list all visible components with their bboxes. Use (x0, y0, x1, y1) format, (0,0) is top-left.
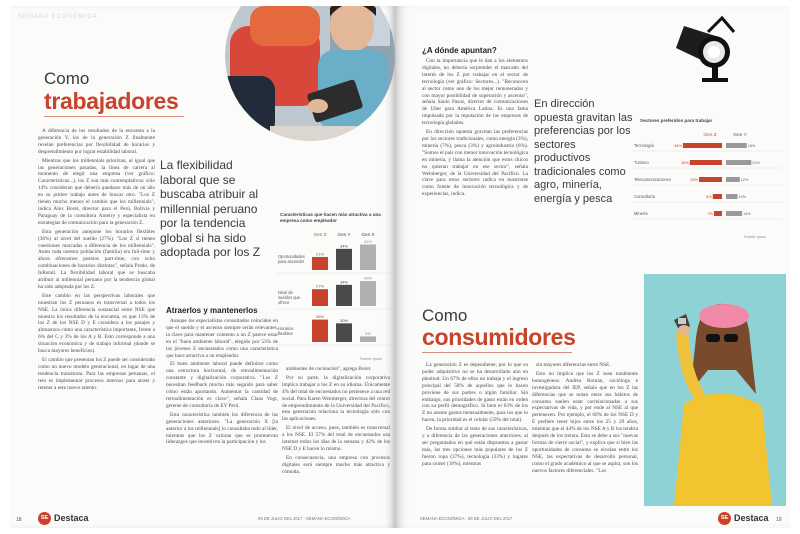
category-label: para ascender (278, 259, 305, 264)
paragraph: Mientras que los millennials priorizan, al igual que las generaciones pasadas, la línea de carrera al momento de elegir una empresa (ver gráfico: Características...), los Z son más contemplativos: sólo 14% consideran que debería quedarse más de un año en su primer trabajo antes de buscar otro. "Los Z tienen mucho menos el cambio que los millennials", indica Alex Boret, director para el Perú, Bolivia y Paraguay de la consultora Amerry y especialista en estrategias de comunicación para la generación Z. (38, 157, 155, 226)
intro-column (38, 128, 155, 508)
bar (726, 194, 738, 199)
young-woman-photo (644, 274, 786, 506)
paragraph: En dirección opuesta gravitan las preferencias por los sectores tradicionales, como energía (3%), minería (7%), pesca (3%) y agroindustria (6%). "Somos el país con menor innovación tecnológica en minería, y llama la atención que estos chicos no quieran trabajar en ese sector", señala Weinberger, de la Universidad del Pacífico. La clave para estos sectores radica en mostrarse como fuente de innovación tecnológica y de experiencias, indica. (422, 129, 528, 198)
paragraph: Con la importancia que le dan a los elementos digitales, no debería sorprender el marcado del interés de los Z por trabajar en el sector de tecnología (ver gráfico: Sectores...). "Reconocen al sector como uno de los mejor remunerados y con mayor posibilidad de superación y ascenso", señala Saulo Pasos, director de comunicaciones de Uber para América Latina. Es una fama impulsada por la reputación de las empresas de tecnología globales. (422, 58, 528, 127)
subhead-apuntan: ¿A dónde apuntan? (422, 46, 497, 55)
data-label: 27% (315, 283, 325, 289)
middle-column (166, 318, 278, 508)
category-label: Consultoría (634, 194, 655, 199)
ghost-header: SEMANA ECONÓMICA (18, 14, 98, 20)
bar (713, 194, 722, 199)
category-label: Minería (634, 211, 648, 216)
data-label: 28% (681, 161, 689, 165)
bar (312, 257, 328, 270)
bar (726, 160, 751, 165)
bar (726, 211, 742, 216)
section-heading-small: Como (44, 69, 90, 88)
footer-date: 09 DE JULIO DEL 2017 · SEMANA ECONÓMICA (258, 516, 351, 521)
data-label: 41% (363, 238, 373, 244)
pull-quote: La flexibilidad laboral que se buscaba atribuir al millennial peruano por la tendencia global si ha sido adoptada por los Z (160, 158, 261, 259)
bar (312, 289, 328, 306)
bar (714, 211, 722, 216)
legend-label: Gen Z (703, 133, 717, 138)
consumer-column-2 (532, 362, 638, 508)
paragraph: El nivel de acceso, pues, también es transversal a los NSE. El 57% del total de encuestados usa internet todos los días de la semana y 42% de los NSE D y E hacen lo mismo. (282, 425, 390, 452)
page-number: 19 (776, 517, 782, 523)
pull-quote: En dirección opuesta gravitan las preferencias por los sectores productivos tradicionales como agro, minería, energía y pesca (534, 98, 633, 205)
paragraph: Aunque los especialistas consultados coinciden en que el sueldo y el ascenso siempre serán relevantes, la clave para mantener contento a un Z parece estar en el "buen ambiente laboral", elegido por 53% de los jóvenes Z encuestados como una característica que hace atractiva a un empleador. (166, 318, 278, 359)
bar (726, 143, 747, 148)
right-page (396, 6, 790, 528)
category-label: Nivel de (278, 290, 293, 295)
paragraph: Esta característica también los diferencia de las generaciones anteriores. "La generación X [la anterior a los millennials] lo consultaba todo al líder, mientras que los Z valoran que se promuevan liderazgos que incentiven la participación y los (166, 411, 278, 446)
category-label: Horarios (278, 326, 294, 331)
bar (683, 143, 722, 148)
legend-label: Gen Y (733, 133, 747, 138)
data-label: 18% (747, 144, 756, 148)
data-label: 7% (707, 212, 713, 216)
left-page (10, 6, 396, 528)
legend-label: Gen X (361, 232, 375, 237)
bar (312, 320, 328, 342)
data-label: 22% (752, 161, 760, 165)
bar (336, 323, 352, 342)
data-label: 8% (706, 195, 712, 199)
bar (360, 244, 376, 270)
data-label: 21% (315, 251, 325, 257)
data-label: 34% (339, 279, 349, 285)
category-label: Turismo (634, 160, 649, 165)
bar (360, 281, 376, 306)
spotlight-illustration (664, 8, 744, 84)
legend-label: Gen Z (313, 232, 327, 237)
right-column (282, 366, 390, 508)
paragraph: Por su parte, la digitalización corporativa implica trabajar a los Z en su idioma. Únicamente 4% del total de encuestados no pertenece a una red social. Para Karen Weinberger, directora del centro de emprendimiento de la Universidad del Pacífico, esta generación relaciona la tecnología sólo con las aplicaciones. (282, 374, 390, 423)
data-label: 34% (339, 243, 349, 249)
paragraph: En consecuencia, una empresa con procesos digitales será siempre mucho más atractiva y cómoda. (282, 454, 390, 475)
paragraph: Esta generación antepone los horarios flexibles (36%) al nivel del sueldo (27%). "Los Z sí tienen cuestiones marcadas a diferencia de los millennials". Antes toda nuestra población (familia) era full-time y ahora ofrecemos puestos part-time, con ocho combinaciones de horarios distintas", señala Prado, de InRetail. La flexibilidad laboral que se buscaba atribuir al millennial peruano por la tendencia global ha sido adoptada por los Z. (38, 228, 155, 290)
paragraph: sin mayores diferencias entre NSE. (536, 362, 611, 368)
bar (360, 336, 376, 342)
data-label: 12% (740, 178, 749, 182)
category-label: ofrece (278, 300, 290, 305)
category-label: Tecnología (634, 143, 654, 148)
paragraph: A diferencia de los resultados de la encuesta a la generación Y, los de la generación Z finalmente revelan preferencias por flexibilidad de horarios y desprendimiento por lograr estabilidad laboral. (38, 128, 155, 155)
data-label: 36% (315, 314, 325, 320)
category-label: sueldos que (278, 295, 301, 300)
heading-divider (44, 116, 184, 117)
chart-title: Sectores preferidos para trabajar (640, 118, 713, 123)
data-label: 40% (363, 275, 373, 281)
category-label: Oportunidades (278, 254, 305, 259)
bar (726, 177, 740, 182)
page-number: 18 (16, 517, 22, 523)
chart-source: Fuente: Ipsos (744, 235, 766, 239)
section-label: Destaca (54, 513, 89, 523)
paragraph: ambientes de cocreación", agrega Boret. (286, 366, 372, 372)
sectors-chart (632, 128, 782, 238)
bar (336, 285, 352, 306)
footer-date: SEMANA ECONÓMICA · 09 DE JULIO DEL 2017 (420, 516, 513, 521)
subhead-atraerlos: Atraerlos y mantenerlos (166, 306, 258, 315)
paragraph: El buen ambiente laboral puede definirse como una estructura horizontal, de retroalimentación constante y digitalización corporativa. "Los Z necesitan feedback mucho más seguido para saber cómo están aportando. Aumentar la cantidad de retroalimentación es clave", señala Claus Vogt, gerente de consultoría de EY Perú. (166, 361, 278, 409)
paragraph: El cambio que presentan los Z puede ser considerado como un nuevo modelo generacional, en lugar de una tendencia transitoria. Para las empresas peruanas, el reto es implementar procesos internos para atraer y retener a este nuevo talento. (38, 357, 155, 391)
section-badge: SE (38, 512, 51, 525)
paragraph: De forma similar al resto de sus características, y a diferencia de las generaciones anteriores, al ser preguntados en qué están dispuestos a gastar más, las tres opciones más populares de los Z fueron ropa (37%), tecnología (33%) y lugares para comer (18%), mientras (422, 426, 528, 467)
data-label: 30% (339, 317, 349, 323)
chart-title: Características que hacen más atractiva a una empresa como empleador (280, 212, 381, 223)
data-label: 10% (738, 195, 747, 199)
category-label: Telecomunicaciones (634, 177, 671, 182)
paragraph: Este cambio en las perspectivas laborales que muestran los Z peruanos es transversal a todos los NSE. La única diferencia sustancial entre NSE que muestra los resultados de la encuesta, es que 13% de los Z de los NSE D y E considera a los pasajes y almuerzos como una característica importante, frente a 6% del C y 3% de los A y B. Esto corresponde a una situación económica y de trabajo informal (donde se busca mayores beneficios). (38, 292, 155, 355)
data-label: 34% (674, 144, 682, 148)
apuntan-column (422, 58, 528, 240)
young-man-photo (210, 6, 396, 156)
characteristics-chart (276, 228, 392, 358)
consumer-column-1 (422, 362, 528, 508)
paragraph: La generación Z es dependiente, por lo que su poder adquisitivo no se ha desarrollado aún en plenitud. Un 67% de ellos no trabaja y el ingreso principal del 58% de aquellos que lo hacen proviene de sus padres o algún familiar. Sin embargo, sus prioridades de gasto están en orden con su perfil demográfico. Si bien el 63% de los Z no asume gastos mensualmente, para los que lo hacen, la prioridad es el celular (59% del total). (422, 362, 528, 424)
chart-source: Fuente: Ipsos (360, 357, 382, 361)
data-label: 9% (365, 330, 371, 336)
bar (336, 249, 352, 270)
paragraph: Esto no implica que los Z sean totalmente homogéneos. Andrea Román, socióloga e investigadora del IEP, señala que en los Z las diferencias que se notan entre sus hábitos de consumo suelen estar correlacionadas a sus expectativas de vida, y por ende al NSE al que pertenecen. Por ejemplo, el 60% de los NSE D y E prefiere tener hijos entre los 25 y 29 años, mientras que el 44% de los NSE A y B los tendría después de los treinta. Esto se debe a sus "nuevas formas de cierre social", y explica que si bien las oportunidades de consumo se nivelan entre los NSE, las expectativas de desarrollo personal, como el grado académico al que se aspira, son los nuevos factores diferenciales. "Los (532, 370, 638, 474)
bar (690, 160, 722, 165)
section-heading-consumidores: consumidores (422, 324, 576, 350)
data-label: 14% (743, 212, 751, 216)
section-label: Destaca (734, 513, 769, 523)
data-label: 20% (690, 178, 698, 182)
category-label: flexibles (278, 331, 293, 336)
legend-label: Gen Y (337, 232, 351, 237)
section-heading-small: Como (422, 306, 468, 325)
bar (699, 177, 722, 182)
heading-divider (422, 352, 572, 353)
section-badge: SE (718, 512, 731, 525)
section-heading-trabajadores: trabajadores (44, 88, 179, 114)
